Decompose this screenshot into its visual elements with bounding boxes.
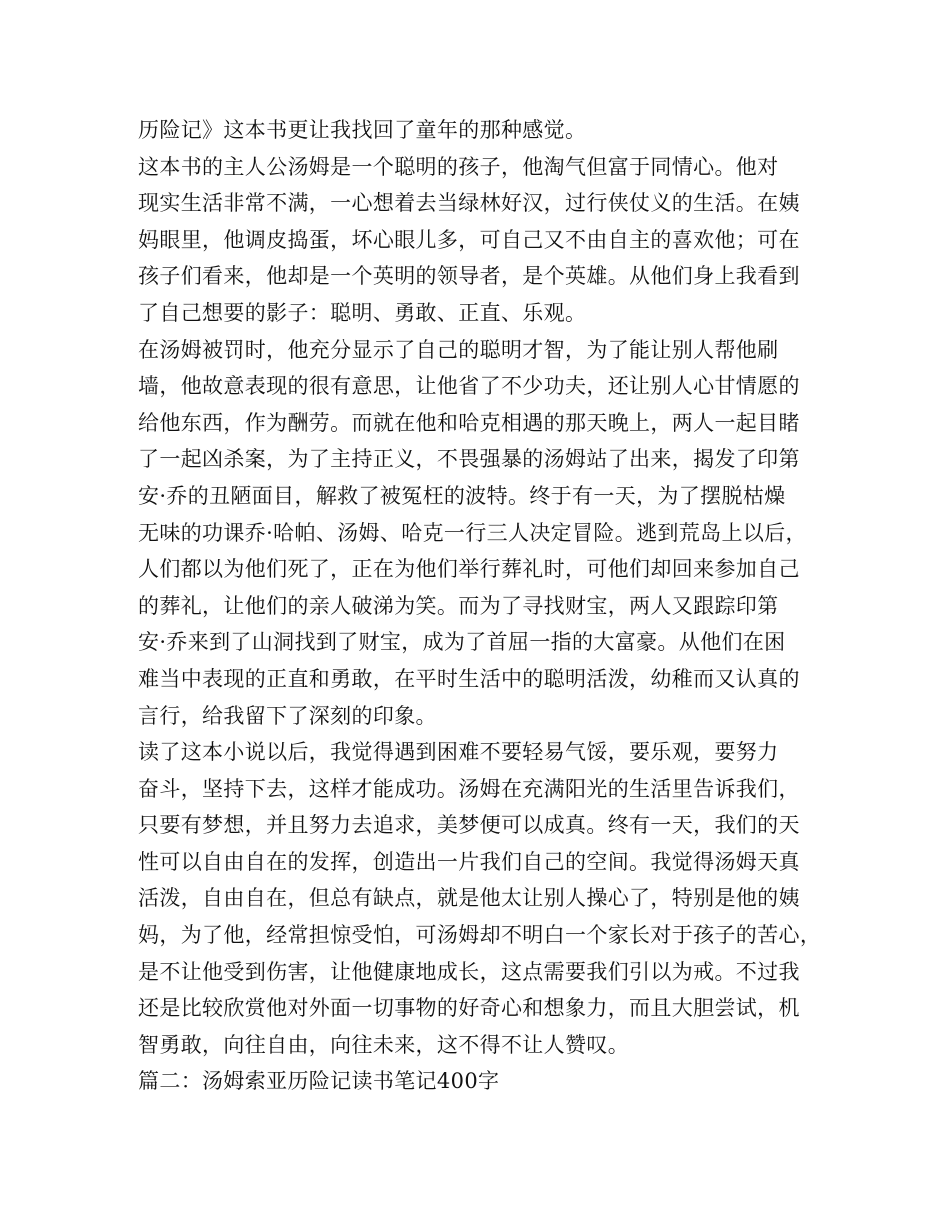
- text-line: 篇二：汤姆索亚历险记读书笔记400字: [138, 1069, 500, 1094]
- text-line: 孩子们看来，他却是一个英明的领导者，是个英雄。从他们身上我看到: [138, 264, 800, 289]
- text-line: 给他东西，作为酬劳。而就在他和哈克相遇的那天晚上，两人一起目睹: [138, 410, 800, 435]
- text-line: 了一起凶杀案，为了主持正义，不畏强暴的汤姆站了出来，揭发了印第: [138, 447, 800, 472]
- text-line: 妈眼里，他调皮捣蛋，坏心眼儿多，可自己又不由自主的喜欢他；可在: [138, 227, 800, 252]
- text-line: 奋斗，坚持下去，这样才能成功。汤姆在充满阳光的生活里告诉我们，: [138, 776, 800, 801]
- text-line: 了自己想要的影子：聪明、勇敢、正直、乐观。: [138, 300, 587, 325]
- text-line: 是不让他受到伤害，让他健康地成长，这点需要我们引以为戒。不过我: [138, 959, 800, 984]
- text-line: 的葬礼，让他们的亲人破涕为笑。而为了寻找财宝，两人又跟踪印第: [138, 593, 779, 618]
- text-line: 人们都以为他们死了，正在为他们举行葬礼时，可他们却回来参加自己: [138, 557, 800, 582]
- text-line: 只要有梦想，并且努力去追求，美梦便可以成真。终有一天，我们的天: [138, 813, 800, 838]
- text-line: 难当中表现的正直和勇敢，在平时生活中的聪明活泼，幼稚而又认真的: [138, 666, 800, 691]
- text-line: 言行，给我留下了深刻的印象。: [138, 703, 437, 728]
- text-line: 读了这本小说以后，我觉得遇到困难不要轻易气馁，要乐观，要努力: [138, 740, 779, 765]
- text-line: 妈，为了他，经常担惊受怕，可汤姆却不明白一个家长对于孩子的苦心，: [138, 923, 822, 948]
- text-line: 历险记》这本书更让我找回了童年的那种感觉。: [138, 118, 587, 142]
- text-line: 墙，他故意表现的很有意思，让他省了不少功夫，还让别人心甘情愿的: [138, 374, 800, 399]
- text-line: 安·乔来到了山洞找到了财宝，成为了首屈一指的大富豪。从他们在困: [138, 630, 786, 655]
- text-line: 安·乔的丑陋面目，解救了被冤枉的波特。终于有一天，为了摆脱枯燥: [138, 483, 786, 508]
- text-line: 在汤姆被罚时，他充分显示了自己的聪明才智，为了能让别人帮他刷: [138, 337, 779, 362]
- text-line: 现实生活非常不满，一心想着去当绿林好汉，过行侠仗义的生活。在姨: [138, 191, 800, 216]
- text-line: 这本书的主人公汤姆是一个聪明的孩子，他淘气但富于同情心。他对: [138, 154, 779, 179]
- text-line: 无味的功课乔·哈帕、汤姆、哈克一行三人决定冒险。逃到荒岛上以后，: [138, 520, 807, 545]
- text-line: 还是比较欣赏他对外面一切事物的好奇心和想象力，而且大胆尝试，机: [138, 996, 800, 1021]
- text-line: 活泼，自由自在，但总有缺点，就是他太让别人操心了，特别是他的姨: [138, 886, 800, 911]
- text-line: 性可以自由自在的发挥，创造出一片我们自己的空间。我觉得汤姆天真: [138, 849, 800, 874]
- text-line: 智勇敢，向往自由，向往未来，这不得不让人赞叹。: [138, 1032, 630, 1057]
- document-body: [138, 112, 828, 1100]
